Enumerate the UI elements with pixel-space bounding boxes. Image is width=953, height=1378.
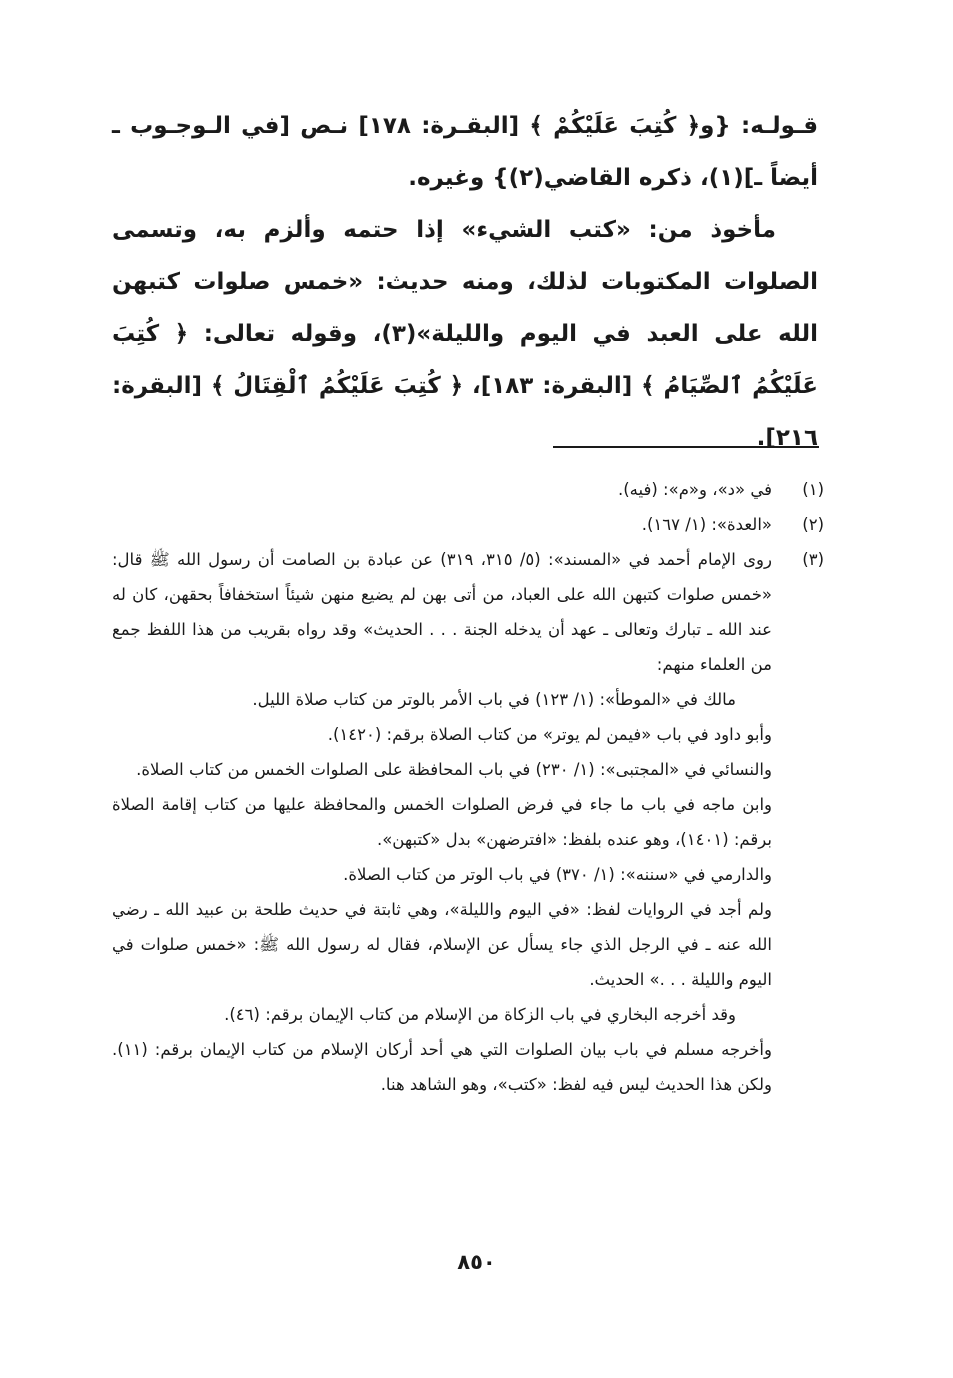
main-paragraph: قـولـه: {و﴿ كُتِبَ عَلَيْكُمْ ﴾ [البقـرة: ١٧٨] نـص [في الـوجـوب ـ أيضاً ـ](١)، ذكره القاضي(٢)} وغيره. [112, 113, 819, 191]
footnote-text: ولم أجد في الروايات لفظ: «في اليوم والليلة»، وهي ثابتة في حديث طلحة بن عبيد الله ـ رضي الله عنه ـ في الرجل الذي جاء يسأل عن الإسلام، فقال له رسول الله ﷺ: «خمس صلوات في اليوم والليلة . . .» الحديث. [112, 900, 772, 989]
footnote-1 [112, 472, 824, 507]
footnote-text: في «د»، و«م»: (فيه). [617, 480, 772, 499]
footnote-text: مالك في «الموطأ»: (١/ ١٢٣) في باب الأمر بالوتر من كتاب صلاة الليل. [252, 690, 736, 709]
footnote-text: روى الإمام أحمد في «المسند»: (٥/ ٣١٥، ٣١٩) عن عبادة بن الصامت أن رسول الله ﷺ قال: «خمس صلوات كتبهن الله على العباد، من أتى بهن لم يضيع منهن شيئاً استخفافاً بحقهن، كان له عند الله ـ تبارك وتعالى ـ عهد أن يدخله الجنة . . . الحديث» وقد رواه بقريب من هذا اللفظ جمع من العلماء منهم: [112, 550, 772, 674]
footnote-text: والدارمي في «سننه»: (١/ ٣٧٠) في باب الوتر من كتاب الصلاة. [343, 865, 772, 884]
footnote-number: (٢) [802, 515, 824, 534]
footnote-number: (١) [802, 480, 824, 499]
page-number: ٨٥٠ [457, 1250, 496, 1274]
footnote-text: وأخرجه مسلم في باب بيان الصلوات التي هي أحد أركان الإسلام من كتاب الإيمان برقم: (١١). ولكن هذا الحديث ليس فيه لفظ: «كتب»، وهو الشاهد هنا. [112, 1040, 772, 1094]
footnote-separator [553, 446, 819, 448]
footnote-number: (٣) [802, 550, 824, 569]
main-paragraph: مأخوذ من: «كتب الشيء» إذا حتمه وألزم به، وتسمى الصلوات المكتوبات لذلك، ومنه حديث: «خمس صلوات كتبهن الله على العبد في اليوم والليلة»(٣)، وقوله تعالى: ﴿ كُتِبَ عَلَيْكُمُ ٱلصِّيَامُ ﴾ [البقرة: ١٨٣]، ﴿ كُتِبَ عَلَيْكُمُ ٱلْقِتَالُ ﴾ [البقرة: ٢١٦]. [112, 217, 818, 451]
footnote-text: وقد أخرجه البخاري في باب الزكاة من الإسلام من كتاب الإيمان برقم: (٤٦). [224, 1005, 736, 1024]
footnote-text: «العدة»: (١/ ١٦٧). [641, 515, 772, 534]
main-text [112, 100, 818, 464]
footnotes-section [112, 472, 824, 1102]
footnote-3 [112, 542, 824, 1102]
footnote-2 [112, 507, 824, 542]
footnote-text: والنسائي في «المجتبى»: (١/ ٢٣٠) في باب المحافظة على الصلوات الخمس من كتاب الصلاة. [136, 760, 772, 779]
footnote-text: وأبو داود في باب «فيمن لم يوتر» من كتاب الصلاة برقم: (١٤٢٠). [327, 725, 772, 744]
footnote-text: وابن ماجه في باب ما جاء في فرض الصلوات الخمس والمحافظة عليها من كتاب إقامة الصلاة برقم: (١٤٠١)، وهو عنده بلفظ: «افترضهن» بدل «كتبهن». [112, 795, 772, 849]
